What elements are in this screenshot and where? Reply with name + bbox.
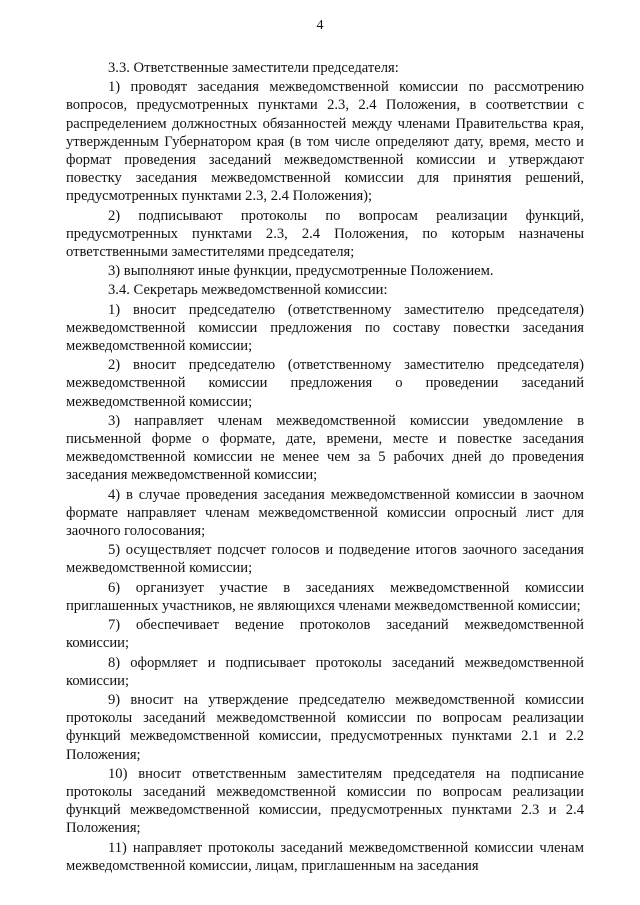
- paragraph-3-3-item-3: 3) выполняют иные функции, предусмотренные Положением.: [108, 263, 494, 280]
- document-body: [66, 59, 584, 876]
- paragraph-3-4-heading: 3.4. Секретарь межведомственной комиссии:: [108, 282, 388, 299]
- paragraph-3-3-item-2: 2) подписывают протоколы по вопросам реализации функций, предусмотренных пунктами 2.3, 2.4 Положения, по которым назначены ответственными заместителями председателя;: [66, 207, 584, 261]
- paragraph-3-4-item-8: 8) оформляет и подписывает протоколы заседаний межведомственной комиссии;: [66, 654, 584, 689]
- paragraph-3-3-heading: 3.3. Ответственные заместители председателя:: [108, 60, 399, 76]
- paragraph-3-3-item-1: 1) проводят заседания межведомственной комиссии по рассмотрению вопросов, предусмотренных пунктами 2.3, 2.4 Положения, в соответствии с распределением должностных обязанностей между членами Правительства края, утвержденным Губернатором края (в том числе определяют дату, время, место и формат проведения заседаний межведомственной комиссии и утверждают повестку заседания межведомственной комиссии для принятия решений, предусмотренных пунктами 2.3, 2.4 Положения);: [66, 79, 584, 205]
- paragraph-3-4-item-10: 10) вносит ответственным заместителям председателя на подписание протоколы заседаний межведомственной комиссии по вопросам реализации функций межведомственной комиссии, предусмотренных пунктами 2.3 и 2.4 Положения;: [66, 765, 584, 837]
- paragraph-3-4-item-11: 11) направляет протоколы заседаний межведомственной комиссии членам межведомственной комиссии, лицам, приглашенным на заседания: [66, 839, 584, 874]
- paragraph-3-4-item-4: 4) в случае проведения заседания межведомственной комиссии в заочном формате направляет членам межведомственной комиссии опросный лист для заочного голосования;: [66, 486, 584, 540]
- page-number: 4: [316, 18, 324, 33]
- paragraph-3-4-item-2: 2) вносит председателю (ответственному заместителю председателя) межведомственной комиссии предложения о проведении заседаний межведомственной комиссии;: [66, 357, 584, 410]
- paragraph-3-4-item-1: 1) вносит председателю (ответственному заместителю председателя) межведомственной комиссии предложения по составу повестки заседания межведомственной комиссии;: [66, 301, 584, 355]
- paragraph-3-4-item-6: 6) организует участие в заседаниях межведомственной комиссии приглашенных участников, не являющихся членами межведомственной комиссии;: [66, 579, 584, 614]
- paragraph-3-4-item-5: 5) осуществляет подсчет голосов и подведение итогов заочного заседания межведомственной комиссии;: [66, 542, 584, 577]
- paragraph-3-4-item-9: 9) вносит на утверждение председателю межведомственной комиссии протоколы заседаний межведомственной комиссии по вопросам реализации функций межведомственной комиссии, предусмотренных пунктами 2.1 и 2.2 Положения;: [66, 691, 584, 763]
- paragraph-3-4-item-7: 7) обеспечивает ведение протоколов заседаний межведомственной комиссии;: [66, 617, 584, 652]
- paragraph-3-4-item-3: 3) направляет членам межведомственной комиссии уведомление в письменной форме о формате, дате, времени, месте и повестке заседания межведомственной комиссии не менее чем за 5 рабочих дней до проведения заседания межведомственной комиссии;: [66, 412, 584, 484]
